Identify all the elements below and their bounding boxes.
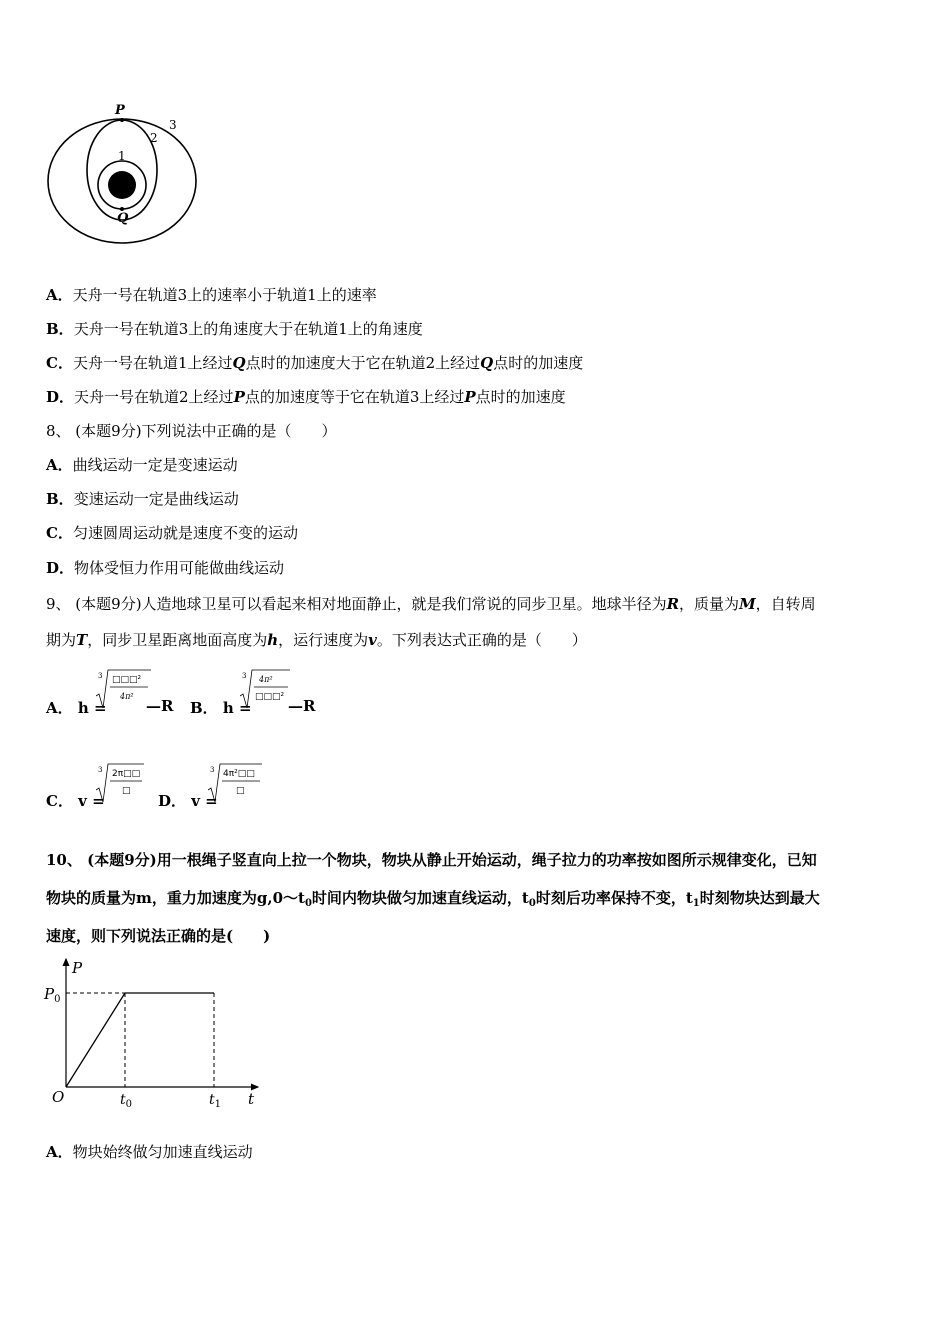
svg-text:4π²: 4π² xyxy=(120,692,134,701)
power-rise-line xyxy=(66,993,125,1087)
svg-text:□□□²: □□□² xyxy=(112,675,142,685)
svg-text:4π²□□: 4π²□□ xyxy=(223,769,255,779)
q9-option-a-formula xyxy=(96,666,152,712)
svg-text:3: 3 xyxy=(98,672,103,680)
q9-option-b-label: B． h = xyxy=(190,699,252,717)
q10-stem-line1: 10、 (本题9分)用一根绳子竖直向上拉一个物块，物块从静止开始运动，绳子拉力的功率按如图所示规律变化，已知 xyxy=(46,851,817,869)
q7-option-b: B．天舟一号在轨道3上的角速度大于在轨道1上的角速度 xyxy=(46,320,423,338)
point-p xyxy=(120,118,124,122)
origin-label: O xyxy=(52,1088,65,1106)
orbit-2 xyxy=(87,120,157,220)
q8-option-a: A．曲线运动一定是变速运动 xyxy=(46,456,238,474)
q10-stem-line2: 物块的质量为m，重力加速度为$g,0\sim t_0$时间内物块做匀加速直线运动，$t_0$时刻后功率保持不变，$t_1$时刻物块达到最大 xyxy=(46,889,820,909)
svg-text:□□□²: □□□² xyxy=(255,692,285,702)
q7-option-d: D．天舟一号在轨道2上经过P点的加速度等于它在轨道3上经过P点时的加速度 xyxy=(46,388,566,406)
q8-stem: 8、 (本题9分)下列说法中正确的是（ ） xyxy=(46,422,337,440)
q8-option-b: B．变速运动一定是曲线运动 xyxy=(46,490,239,508)
label-q: Q xyxy=(117,211,129,226)
q9-option-a-label: A． h = xyxy=(46,699,107,717)
q9-option-a-tail: —R xyxy=(146,697,174,715)
svg-text:3: 3 xyxy=(242,672,247,680)
q10-stem-line3: 速度，则下列说法正确的是( ) xyxy=(46,927,271,945)
q7-option-a: A．天舟一号在轨道3上的速率小于轨道1上的速率 xyxy=(46,286,377,304)
label-2: 2 xyxy=(150,131,158,145)
label-3: 3 xyxy=(169,118,177,132)
label-p: P xyxy=(115,103,125,118)
t0-label: $t_0$ xyxy=(120,1092,133,1110)
svg-text:2π□□: 2π□□ xyxy=(112,769,141,779)
q9-stem-line1: 9、 (本题9分)人造地球卫星可以看起来相对地面静止，就是我们常说的同步卫星。地球半径为R，质量为M，自转周 xyxy=(46,595,816,613)
t1-label: $t_1$ xyxy=(209,1092,222,1110)
q10-option-a: A．物块始终做匀加速直线运动 xyxy=(46,1143,253,1161)
q9-option-d-formula xyxy=(208,760,264,804)
orbit-diagram xyxy=(44,98,204,263)
svg-text:□: □ xyxy=(236,786,245,796)
svg-text:3: 3 xyxy=(98,766,103,774)
q9-stem-line2: 期为T，同步卫星距离地面高度为h，运行速度为v。下列表达式正确的是（ ） xyxy=(46,631,587,649)
q9-option-d-label: D． v = xyxy=(158,792,218,810)
svg-text:4π²: 4π² xyxy=(259,675,273,684)
q8-option-c: C．匀速圆周运动就是速度不变的运动 xyxy=(46,524,298,542)
p0-label: $P_0$ xyxy=(44,985,61,1005)
svg-text:3: 3 xyxy=(210,766,215,774)
label-1: 1 xyxy=(118,149,126,163)
power-time-graph xyxy=(40,955,270,1115)
q9-option-c-label: C． v = xyxy=(46,792,105,810)
q9-option-c-formula xyxy=(96,760,146,804)
q7-option-c: C．天舟一号在轨道1上经过Q点时的加速度大于它在轨道2上经过Q点时的加速度 xyxy=(46,354,584,372)
svg-text:□: □ xyxy=(122,786,131,796)
q8-option-d: D．物体受恒力作用可能做曲线运动 xyxy=(46,559,285,577)
x-axis-label: t xyxy=(248,1090,255,1108)
earth xyxy=(108,171,136,199)
y-axis-label: P xyxy=(72,959,83,977)
q9-option-b-tail: —R xyxy=(288,697,316,715)
